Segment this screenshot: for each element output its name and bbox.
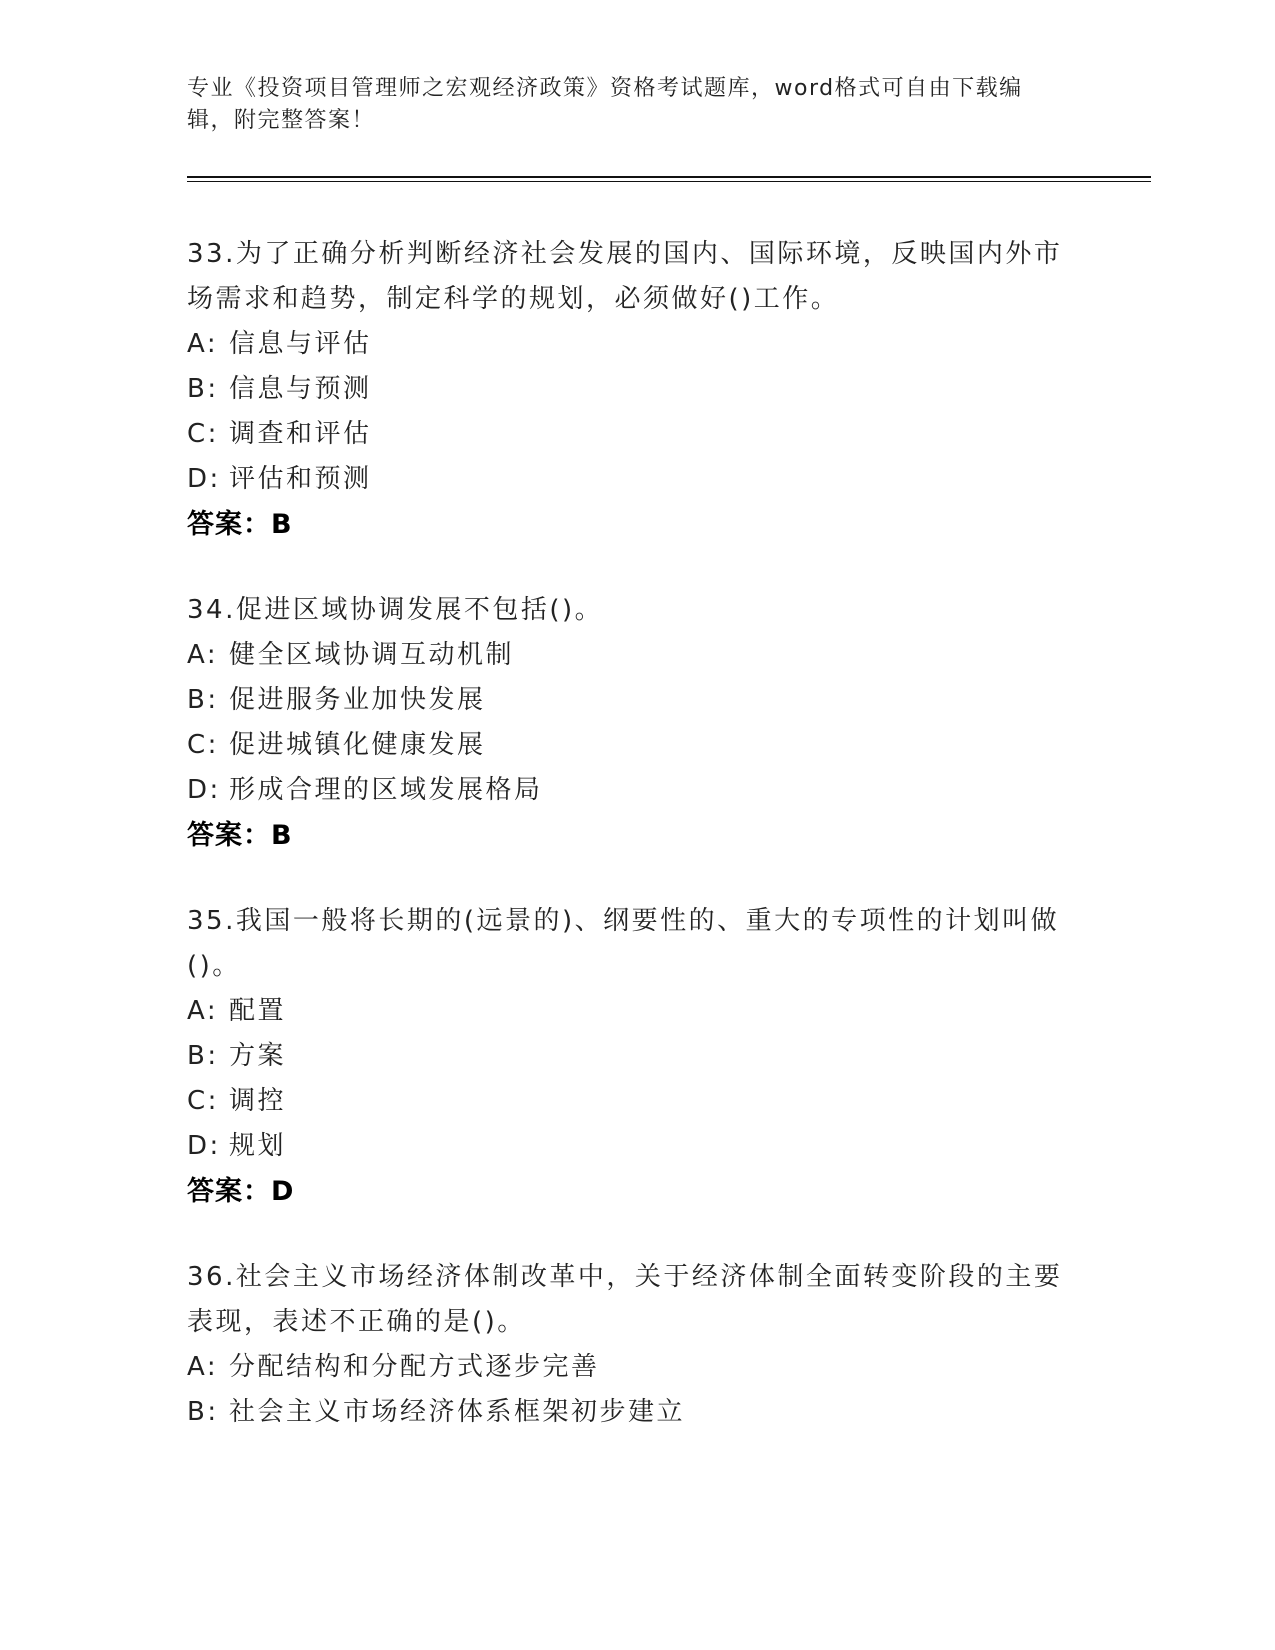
option-text: 社会主义市场经济体系框架初步建立 bbox=[229, 1397, 686, 1427]
option-text: 形成合理的区域发展格局 bbox=[229, 775, 543, 805]
option-letter: A: bbox=[187, 996, 219, 1026]
option-letter: A: bbox=[187, 1352, 219, 1382]
option-letter: C: bbox=[187, 730, 219, 760]
option-letter: D: bbox=[187, 1131, 221, 1161]
question-stem: 34.促进区域协调发展不包括()。 bbox=[187, 595, 604, 625]
option-text: 信息与预测 bbox=[229, 374, 372, 404]
option-b bbox=[187, 1034, 1087, 1079]
option-d bbox=[187, 768, 1087, 813]
question-34 bbox=[187, 588, 1087, 859]
question-list bbox=[187, 232, 1087, 1475]
option-b bbox=[187, 678, 1087, 723]
question-stem: 35.我国一般将长期的(远景的)、纲要性的、重大的专项性的计划叫做()。 bbox=[187, 906, 1060, 981]
option-text: 信息与评估 bbox=[229, 329, 372, 359]
option-b bbox=[187, 367, 1087, 412]
document-header: 专业《投资项目管理师之宏观经济政策》资格考试题库，word格式可自由下载编辑，附完整答案！ bbox=[187, 76, 1023, 133]
option-a bbox=[187, 1345, 1087, 1390]
option-b bbox=[187, 1390, 1087, 1435]
option-letter: C: bbox=[187, 419, 219, 449]
option-text: 方案 bbox=[229, 1041, 287, 1071]
option-a bbox=[187, 322, 1087, 367]
option-letter: A: bbox=[187, 329, 219, 359]
option-a bbox=[187, 989, 1087, 1034]
option-c bbox=[187, 1079, 1087, 1124]
option-text: 健全区域协调互动机制 bbox=[229, 640, 515, 670]
option-c bbox=[187, 723, 1087, 768]
option-letter: B: bbox=[187, 374, 219, 404]
option-letter: B: bbox=[187, 1041, 219, 1071]
option-text: 调查和评估 bbox=[229, 419, 372, 449]
option-text: 配置 bbox=[229, 996, 287, 1026]
option-letter: A: bbox=[187, 640, 219, 670]
option-d bbox=[187, 457, 1087, 502]
option-text: 促进服务业加快发展 bbox=[229, 685, 486, 715]
option-letter: B: bbox=[187, 1397, 219, 1427]
question-35 bbox=[187, 899, 1087, 1215]
option-text: 促进城镇化健康发展 bbox=[229, 730, 486, 760]
answer-label: 答案：B bbox=[187, 509, 293, 540]
option-d bbox=[187, 1124, 1087, 1169]
option-letter: B: bbox=[187, 685, 219, 715]
option-c bbox=[187, 412, 1087, 457]
option-letter: D: bbox=[187, 464, 221, 494]
header-divider bbox=[187, 176, 1151, 182]
question-36 bbox=[187, 1255, 1087, 1435]
option-letter: C: bbox=[187, 1086, 219, 1116]
option-text: 评估和预测 bbox=[229, 464, 372, 494]
option-text: 分配结构和分配方式逐步完善 bbox=[229, 1352, 600, 1382]
option-a bbox=[187, 633, 1087, 678]
question-stem: 33.为了正确分析判断经济社会发展的国内、国际环境，反映国内外市场需求和趋势，制定科学的规划，必须做好()工作。 bbox=[187, 239, 1063, 314]
question-stem: 36.社会主义市场经济体制改革中，关于经济体制全面转变阶段的主要表现，表述不正确的是()。 bbox=[187, 1262, 1063, 1337]
option-text: 规划 bbox=[229, 1131, 287, 1161]
answer-label: 答案：D bbox=[187, 1176, 295, 1207]
option-letter: D: bbox=[187, 775, 221, 805]
answer-label: 答案：B bbox=[187, 820, 293, 851]
option-text: 调控 bbox=[229, 1086, 287, 1116]
question-33 bbox=[187, 232, 1087, 548]
